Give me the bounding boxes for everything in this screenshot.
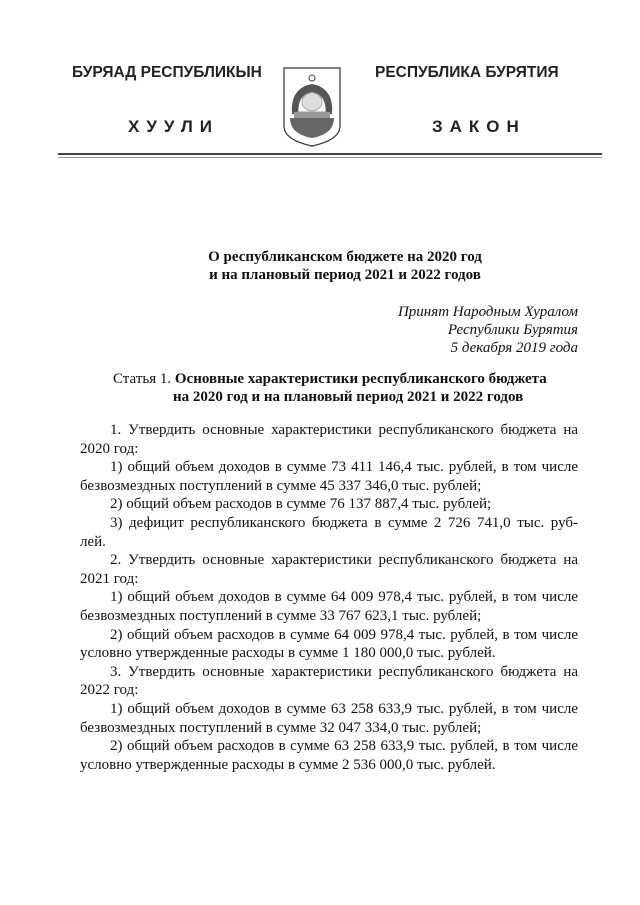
adopted-date: 5 декабря 2019 года <box>450 340 578 356</box>
header-left-title: БУРЯАД РЕСПУБЛИКЫН <box>72 64 262 81</box>
header-right-title: РЕСПУБЛИКА БУРЯТИЯ <box>375 64 559 81</box>
body-line: лей. <box>80 533 106 550</box>
body-line: 2. Утвердить основные характеристики республиканского бюджета на <box>110 552 578 569</box>
body-line: 2) общий объем расходов в сумме 63 258 633,9 тыс. рублей, в том числе <box>110 738 578 755</box>
coat-of-arms-emblem <box>282 66 342 148</box>
header-divider <box>58 153 602 155</box>
header-right-subtitle: ЗАКОН <box>432 117 526 136</box>
body-line: 1) общий объем доходов в сумме 63 258 633,9 тыс. рублей, в том числе <box>110 700 578 717</box>
body-line: 1) общий объем доходов в сумме 64 009 978,4 тыс. рублей, в том числе <box>110 589 578 606</box>
adopted-line-2: Республики Бурятия <box>447 322 578 338</box>
body-line: условно утвержденные расходы в сумме 1 180 000,0 тыс. рублей. <box>80 645 496 662</box>
body-line: безвозмездных поступлений в сумме 33 767 623,1 тыс. рублей; <box>80 607 482 624</box>
header-divider-thin <box>58 157 602 158</box>
article-heading <box>113 371 547 388</box>
body-line: безвозмездных поступлений в сумме 32 047 334,0 тыс. рублей; <box>80 719 482 736</box>
body-line: 3. Утвердить основные характеристики республиканского бюджета на <box>110 663 578 680</box>
article-title-line-2: на 2020 год и на плановый период 2021 и 2022 годов <box>173 389 524 405</box>
body-line: 2020 год: <box>80 440 139 457</box>
body-line: 2) общий объем расходов в сумме 76 137 887,4 тыс. рублей; <box>110 496 492 513</box>
body-line: условно утвержденные расходы в сумме 2 536 000,0 тыс. рублей. <box>80 756 496 773</box>
article-body <box>80 421 578 774</box>
body-line: 2022 год: <box>80 682 139 699</box>
body-line: 2021 год: <box>80 570 139 587</box>
article-label: Статья 1. <box>113 371 172 387</box>
header-left-subtitle: ХУУЛИ <box>128 117 219 136</box>
law-title-line-1: О республиканском бюджете на 2020 год <box>208 249 482 265</box>
law-title-line-2: и на плановый период 2021 и 2022 годов <box>209 267 481 283</box>
body-line: 2) общий объем расходов в сумме 64 009 978,4 тыс. рублей, в том числе <box>110 626 578 643</box>
body-line: 1. Утвердить основные характеристики республиканского бюджета на <box>110 422 578 438</box>
article-heading-cont <box>173 389 523 406</box>
article-title-line-1: Основные характеристики республиканского бюджета <box>174 371 547 387</box>
body-line: безвозмездных поступлений в сумме 45 337 346,0 тыс. рублей; <box>80 477 482 494</box>
adopted-line-1: Принят Народным Хуралом <box>397 304 578 320</box>
body-line: 1) общий объем доходов в сумме 73 411 146,4 тыс. рублей, в том числе <box>110 459 578 476</box>
body-line: 3) дефицит республиканского бюджета в сумме 2 726 741,0 тыс. руб- <box>110 514 578 531</box>
